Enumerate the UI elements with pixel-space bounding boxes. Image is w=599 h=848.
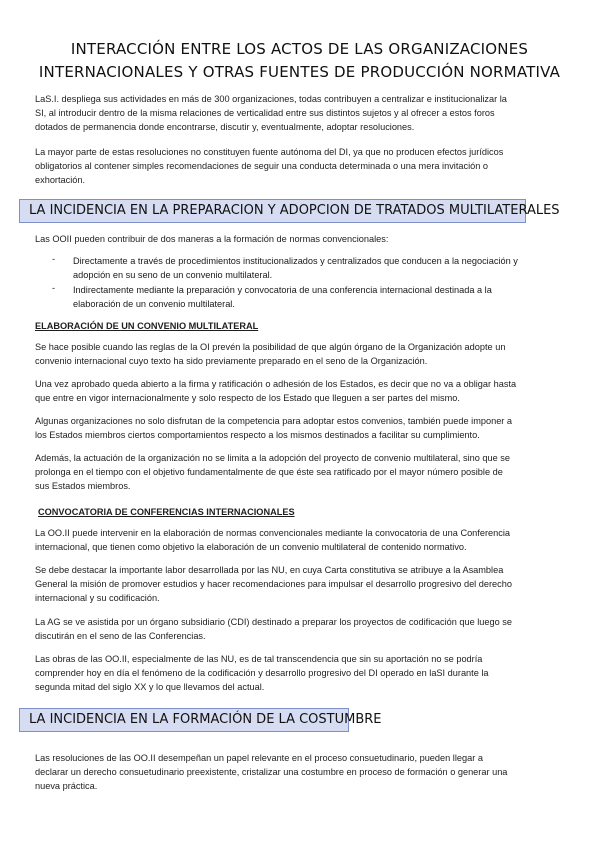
text-line: que entre en vigor internacionalmente y solo respecto de los Estado que lleguen a ser partes del mismo. xyxy=(35,393,460,404)
text-line: Directamente a través de procedimientos institucionalizados y centralizados que conducen a la negociación y xyxy=(73,256,518,266)
text-line: Se hace posible cuando las reglas de la OI prevén la posibilidad de que algún órgano de la Organización adopte un xyxy=(35,342,506,352)
document-title xyxy=(20,38,579,84)
text-line: elaboración de un convenio multilateral. xyxy=(73,299,235,310)
section-banner-treaties: LA INCIDENCIA EN LA PREPARACION Y ADOPCION DE TRATADOS MULTILATERALES xyxy=(19,199,526,223)
text-line: Indirectamente mediante la preparación y convocatoria de una conferencia internacional destinada a la xyxy=(73,285,492,295)
text-line: dotados de permanencia donde encontrarse, discutir y, eventualmente, adoptar resoluciones. xyxy=(35,122,415,133)
convenio-paragraph-2 xyxy=(35,377,567,405)
conferencias-paragraph-4 xyxy=(35,652,567,695)
text-line: declarar un derecho consuetudinario preexistente, cristalizar una costumbre en proceso de formación o generar una xyxy=(35,767,508,778)
section-banner-custom: LA INCIDENCIA EN LA FORMACIÓN DE LA COSTUMBRE xyxy=(19,708,349,732)
intro-paragraph-1 xyxy=(35,92,567,135)
title-line-2: INTERNACIONALES Y OTRAS FUENTES DE PRODUCCIÓN NORMATIVA xyxy=(38,63,561,81)
text-line: adopción en su seno de un convenio multilateral. xyxy=(73,270,273,281)
text-line: prolonga en el tiempo con el objetivo fundamentalmente de que éste sea ratificado por el mayor número posible de xyxy=(35,467,503,478)
bullet-item-1 xyxy=(73,254,573,282)
convenio-paragraph-4 xyxy=(35,451,567,494)
text-line: internacional y su codificación. xyxy=(35,593,160,604)
custom-paragraph xyxy=(35,751,567,794)
text-line: Las OOII pueden contribuir de dos maneras a la formación de normas convencionales: xyxy=(35,234,389,244)
text-line: Las resoluciones de las OO.II desempeñan un papel relevante en el proceso consuetudinario, pueden llegar a xyxy=(35,753,483,763)
conferencias-paragraph-1 xyxy=(35,526,567,554)
text-line: discutirán en el seno de las Conferencias. xyxy=(35,631,206,642)
text-line: comprender hoy en día el fenómeno de la codificación y desarrollo progresivo del DI operado en laSI durante la xyxy=(35,668,489,679)
text-line: sus Estados miembros. xyxy=(35,481,131,492)
conferencias-paragraph-2 xyxy=(35,563,567,606)
text-line: exhortación. xyxy=(35,175,86,186)
text-line: segunda mitad del siglo XX y lo que llevamos del actual. xyxy=(35,682,265,693)
text-line: La AG se ve asistida por un órgano subsidiario (CDI) destinado a preparar los proyectos de codificación que luego se xyxy=(35,617,513,627)
section1-lead xyxy=(35,232,567,246)
conferencias-paragraph-3 xyxy=(35,615,567,643)
text-line: LaS.I. despliega sus actividades en más de 300 organizaciones, todas contribuyen a centralizar e institucionalizar la xyxy=(35,94,507,104)
bullet-item-2 xyxy=(73,283,573,311)
intro-paragraph-2 xyxy=(35,145,567,188)
text-line: La OO.II puede intervenir en la elaboración de normas convencionales mediante la convocatoria de una Conferencia xyxy=(35,528,510,538)
text-line: SI, al introducir dentro de la misma relaciones de verticalidad entre sus distintos sujetos y al ofrecer a estos foros xyxy=(35,108,495,119)
text-line: La mayor parte de estas resoluciones no constituyen fuente autónoma del DI, ya que no producen efectos jurídicos xyxy=(35,147,504,157)
text-line: Una vez aprobado queda abierto a la firma y ratificación o adhesión de los Estados, es decir que no va a obligar hasta xyxy=(35,379,517,389)
text-line: Además, la actuación de la organización no se limita a la adopción del proyecto de convenio multilateral, sino que se xyxy=(35,453,510,463)
text-line: nueva práctica. xyxy=(35,781,98,792)
text-line: Algunas organizaciones no solo disfrutan de la competencia para adoptar estos convenios, también puede imponer a xyxy=(35,416,513,426)
bullet-dash: - xyxy=(52,283,56,293)
text-line: internacional, que tienen como objetivo la elaboración de un convenio multilateral de contenido normativo. xyxy=(35,542,467,553)
convenio-paragraph-3 xyxy=(35,414,567,442)
text-line: Se debe destacar la importante labor desarrollada por las NU, en cuya Carta constitutiva se atribuye a la Asamblea xyxy=(35,565,504,575)
title-line-1: INTERACCIÓN ENTRE LOS ACTOS DE LAS ORGANIZACIONES xyxy=(70,40,529,58)
convenio-paragraph-1 xyxy=(35,340,567,368)
text-line: convenio internacional cuyo texto ha sido previamente preparado en el seno de la Organización. xyxy=(35,356,428,367)
text-line: Las obras de las OO.II, especialmente de las NU, es de tal transcendencia que sin su aportación no se podría xyxy=(35,654,483,664)
subheading-conferencias: CONVOCATORIA DE CONFERENCIAS INTERNACIONALES xyxy=(38,507,295,517)
subheading-convenio: ELABORACIÓN DE UN CONVENIO MULTILATERAL xyxy=(35,321,259,331)
text-line: General la misión de promover estudios y hacer recomendaciones para impulsar el desarrollo progresivo del derecho xyxy=(35,579,512,590)
bullet-dash: - xyxy=(52,254,56,264)
text-line: los Estados miembros ciertos comportamientos respecto a los mismos destinados a facilitar su cumplimiento. xyxy=(35,430,480,441)
text-line: obligatorios al contener simples recomendaciones de seguir una conducta determinada o una mera invitación o xyxy=(35,161,489,172)
